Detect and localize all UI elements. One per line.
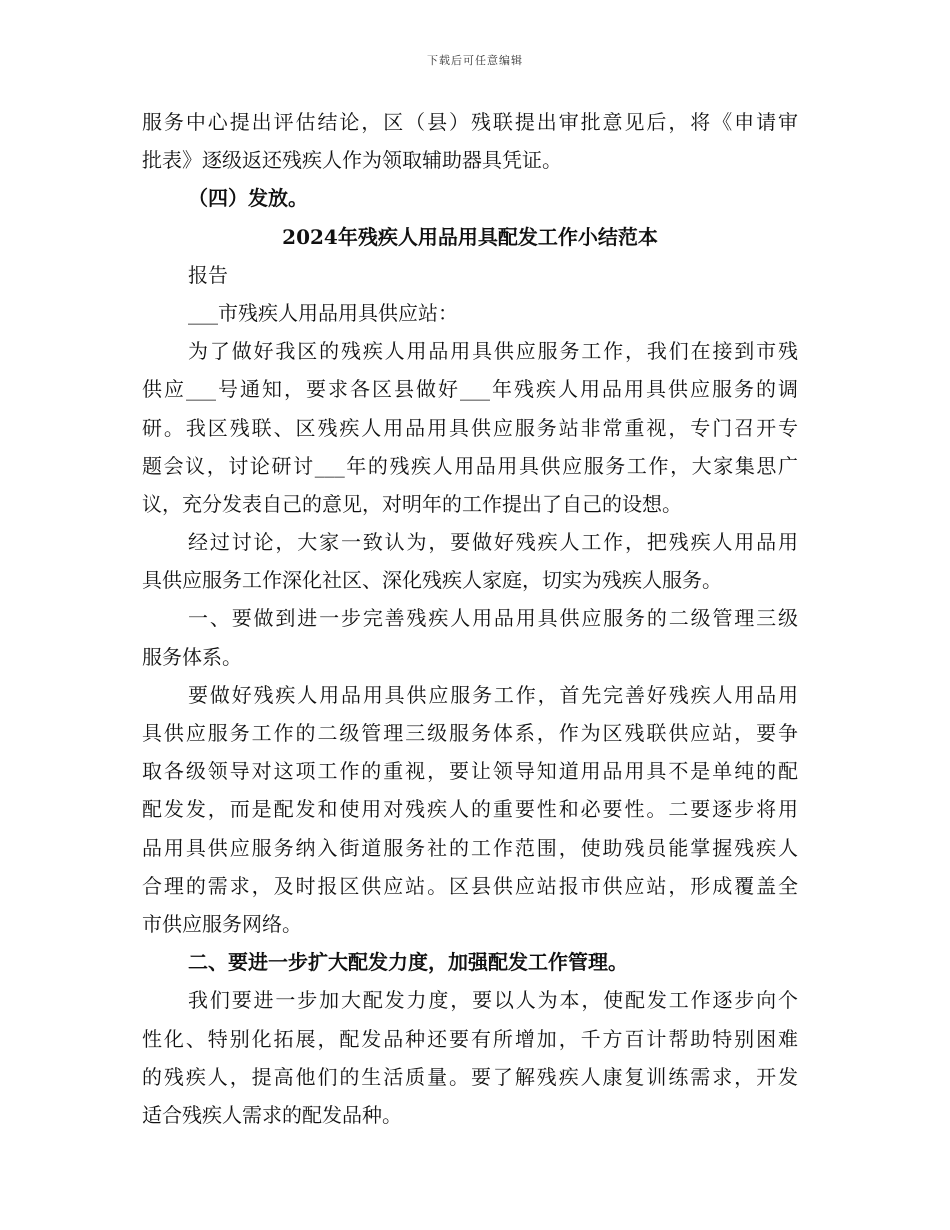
body-line: 配发发，而是配发和使用对残疾人的重要性和必要性。二要逐步将用: [142, 797, 798, 822]
section-heading: （四）发放。: [188, 186, 308, 211]
body-line: 品用具供应服务纳入街道服务社的工作范围，使助残员能掌握残疾人: [142, 835, 798, 860]
body-line: 具供应服务工作的二级管理三级服务体系，作为区残联供应站，要争: [142, 721, 798, 745]
salutation: ___市残疾人用品用具供应站：: [188, 300, 458, 325]
section-heading: 服务体系。: [142, 644, 242, 669]
body-line: 性化、特别化拓展，配发品种还要有所增加，千方百计帮助特别困难: [142, 1026, 798, 1051]
body-line: 题会议，讨论研讨___年的残疾人用品用具供应服务工作，大家集思广: [142, 453, 798, 478]
body-line: 我们要进一步加大配发力度，要以人为本，使配发工作逐步向个: [188, 988, 798, 1013]
body-line: 为了做好我区的残疾人用品用具供应服务工作，我们在接到市残: [188, 339, 798, 364]
body-line: 适合残疾人需求的配发品种。: [142, 1102, 402, 1127]
section-heading: 二、要进一步扩大配发力度，加强配发工作管理。: [188, 950, 628, 975]
body-line: 取各级领导对这项工作的重视，要让领导知道用品用具不是单纯的配: [142, 759, 798, 784]
body-line: 的残疾人，提高他们的生活质量。要了解残疾人康复训练需求，开发: [142, 1064, 798, 1089]
body-line: 服务中心提出评估结论，区（县）残联提出审批意见后，将《申请审: [142, 110, 798, 134]
body-line: 议，充分发表自己的意见，对明年的工作提出了自己的设想。: [142, 491, 682, 516]
body-line: 报告: [188, 262, 228, 287]
document-title: 2024年残疾人用品用具配发工作小结范本: [282, 224, 658, 249]
body-line: 供应___号通知，要求各区县做好___年残疾人用品用具供应服务的调: [142, 377, 798, 402]
body-line: 具供应服务工作深化社区、深化残疾人家庭，切实为残疾人服务。: [142, 568, 722, 593]
page-header: 下载后可任意编辑: [427, 54, 523, 67]
body-line: 市供应服务网络。: [142, 911, 302, 936]
document-body: [142, 103, 798, 1134]
body-line: 经过讨论，大家一致认为，要做好残疾人工作，把残疾人用品用: [188, 530, 798, 555]
body-line: 要做好残疾人用品用具供应服务工作，首先完善好残疾人用品用: [188, 682, 798, 707]
body-line: 研。我区残联、区残疾人用品用具供应服务站非常重视，专门召开专: [142, 415, 798, 440]
body-line: 批表》逐级返还残疾人作为领取辅助器具凭证。: [142, 148, 562, 173]
body-line: 合理的需求，及时报区供应站。区县供应站报市供应站，形成覆盖全: [142, 873, 798, 898]
section-heading: 一、要做到进一步完善残疾人用品用具供应服务的二级管理三级: [188, 606, 798, 631]
